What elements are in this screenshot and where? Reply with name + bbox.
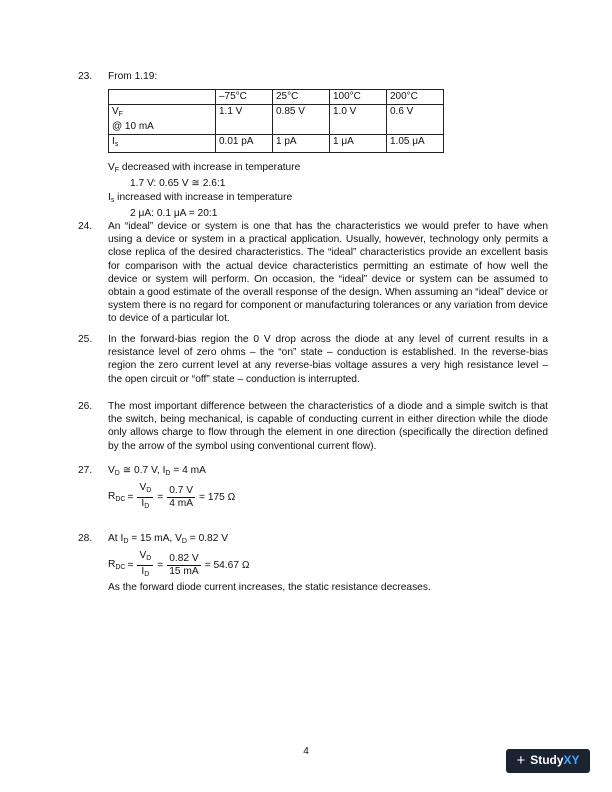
table-header-cell: 25°C (273, 90, 330, 105)
result: = 175 Ω (199, 492, 236, 504)
symbol-v: V (139, 550, 147, 562)
problem-content (108, 464, 548, 513)
rdc-symbol (108, 558, 125, 574)
subscript: D (114, 470, 120, 477)
problem-number: 25. (78, 334, 93, 345)
rdc-symbol (108, 490, 125, 506)
page-number: 4 (303, 746, 309, 757)
badge-xy-text: XY (563, 753, 580, 768)
table-header-cell: 100°C (330, 90, 387, 105)
conclusion-text: As the forward diode current increases, the static resistance decreases. (108, 582, 431, 594)
subscript: D (144, 571, 150, 579)
symbol-v: V (108, 465, 115, 476)
symbol-i: I (141, 498, 145, 510)
is-note-symbol: I (108, 191, 111, 203)
numerator: 0.7 V (169, 485, 194, 497)
table-row-vf (109, 105, 444, 135)
problem-text: The most important difference between the characteristics of a diode and a simple switch is that the switch, being mechanical, is capable of conducting current in either direction while the diode only allows charge to flow through the element in one direction (specifically the direction defined by the arrow of the symbol using conventional current flow). (108, 401, 548, 452)
fraction-symbolic (137, 550, 153, 581)
table-header-cell: –75°C (216, 90, 273, 105)
problem-number: 24. (78, 221, 93, 232)
vf-note-text: decreased with increase in temperature (119, 162, 301, 174)
table-cell: 0.85 V (273, 105, 330, 135)
subscript: D (123, 538, 129, 545)
result: = 54.67 Ω (204, 560, 250, 572)
is-note-text: increased with increase in temperature (114, 191, 293, 203)
badge-study-text: Study (530, 753, 564, 768)
table-cell: 1 pA (273, 135, 330, 153)
is-note-subscript: s (110, 196, 115, 204)
table-row-is (109, 135, 444, 153)
intro-text: From 1.19: (108, 71, 158, 82)
subscript: D (146, 487, 152, 495)
symbol-r: R (108, 558, 116, 570)
subscript: D (181, 538, 187, 545)
denominator (137, 498, 153, 513)
temperature-table (108, 89, 444, 153)
table-cell: 1 μA (330, 135, 387, 153)
subscript: D (146, 555, 152, 563)
is-symbol: I (112, 136, 115, 148)
value-text: At (108, 533, 121, 544)
rdc-equation (108, 482, 548, 513)
is-label-cell (109, 135, 216, 153)
vf-symbol: V (112, 106, 119, 118)
symbol-i: I (141, 566, 145, 578)
studyxy-badge[interactable] (506, 749, 590, 773)
problem-content (108, 532, 548, 594)
fraction-numeric (167, 553, 200, 578)
equals-sign: = (127, 560, 134, 572)
subscript: DC (115, 563, 126, 571)
equals-sign: = (157, 560, 164, 572)
table-cell: 1.05 μA (387, 135, 444, 153)
denominator: 4 mA (169, 498, 194, 510)
problem-number: 23. (78, 71, 93, 82)
symbol-r: R (108, 490, 116, 502)
vf-note-subscript: F (114, 167, 120, 175)
subscript: D (144, 503, 150, 511)
symbol-v: V (139, 482, 147, 494)
vf-label-cell (109, 105, 216, 135)
fraction-symbolic (137, 482, 153, 513)
is-note (108, 191, 548, 207)
numerator (137, 550, 153, 566)
problem-number: 27. (78, 465, 93, 476)
symbol-v: V (175, 533, 182, 544)
vf-ratio: 1.7 V: 0.65 V ≅ 2.6:1 (130, 178, 226, 190)
symbol-i: I (162, 465, 166, 476)
given-values (108, 532, 548, 548)
value-text: = 4 mA (170, 465, 206, 476)
given-values (108, 464, 548, 480)
equals-sign: = (157, 492, 164, 504)
numerator (137, 482, 153, 498)
plus-icon: + (516, 752, 526, 770)
numerator: 0.82 V (169, 553, 199, 565)
value-text: ≅ 0.7 V, (119, 465, 163, 476)
problem-number: 28. (78, 533, 93, 544)
fraction-numeric (167, 485, 195, 510)
table-cell: 1.1 V (216, 105, 273, 135)
problem-text: An “ideal” device or system is one that has the characteristics we would prefer to have when using a device or system in a practical application. Usually, however, technology only permits a close replica of the desired characteristics. The “ideal” characteristics provide an excellent basis for comparison with the actual device characteristics permitting an estimate of how well the device or system will perform. On occasion, the “ideal” device or system can be assumed to obtain a good estimate of the overall response of the design. When assuming an “ideal” device or system there is no regard for component or manufacturing tolerances or any variation from device to device of a particular lot. (108, 221, 548, 325)
problem-text: In the forward-bias region the 0 V drop across the diode at any level of current results in a resistance level of zero ohms – the “on” state – conduction is established. In the reverse-bias region the zero current level at any reverse-bias voltage assures a very high resistance level – the open circuit or “off” state – conduction is interrupted. (108, 334, 548, 385)
vf-condition: @ 10 mA (112, 121, 154, 133)
is-ratio: 2 μA: 0.1 μA = 20:1 (130, 207, 218, 219)
table-cell: 0.01 pA (216, 135, 273, 153)
subscript: D (165, 470, 171, 477)
value-text: = 0.82 V (186, 533, 229, 544)
table-cell: 1.0 V (330, 105, 387, 135)
problem-content (108, 70, 548, 220)
value-text: = 15 mA, (128, 533, 176, 544)
table-header-cell: 200°C (387, 90, 444, 105)
vf-subscript: F (118, 111, 123, 119)
table-header-row (109, 90, 444, 105)
problem-number: 26. (78, 401, 93, 412)
table-cell: 0.6 V (387, 105, 444, 135)
is-subscript: s (114, 141, 119, 149)
subscript: DC (115, 495, 126, 503)
vf-note-symbol: V (108, 162, 115, 174)
rdc-equation (108, 550, 548, 581)
denominator (137, 566, 153, 581)
vf-note (108, 161, 548, 177)
symbol-i: I (120, 533, 124, 544)
equals-sign: = (127, 492, 134, 504)
table-header-cell (109, 90, 216, 105)
denominator: 15 mA (169, 566, 199, 578)
